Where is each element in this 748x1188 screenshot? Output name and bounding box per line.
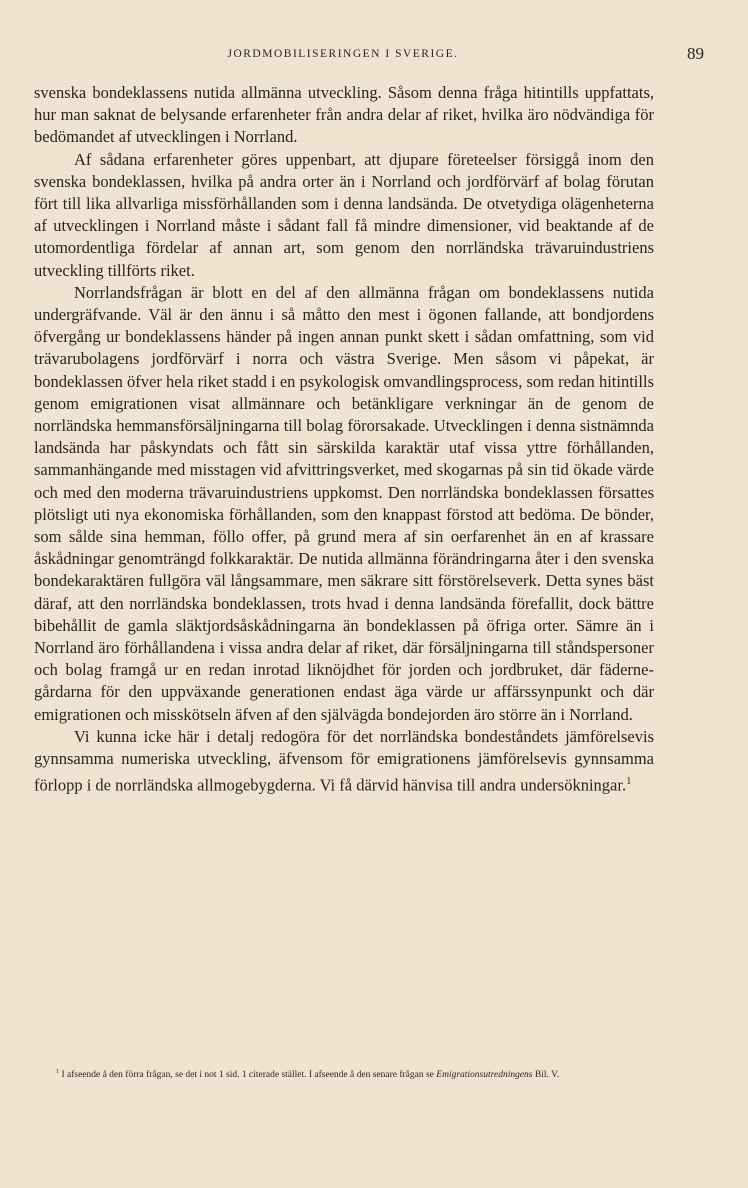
paragraph: Norrlandsfrågan är blott en del af den allmänna frågan om bondeklassens nutida undergräfvande. Väl är den ännu i så måtto den mest i ögonen fallande, att bondjordens öfvergång ur bondeklassens händer på ingen annan punkt skett i sådan omfattning, som vid trävarubolagens jordförvärf i norra och västra Sverige. Men såsom vi påpekat, är bondeklassen öfver hela riket stadd i en psykologisk omvandlingsprocess, som redan hitintills genom emigrationen visat allmännare och betänkligare verkningar än de genom de norrländska hemmansförsäljningarna till bolag förorsakade. Utvecklingen i denna sistnämnda landsända har påskyndats och fått sin särskilda karaktär utaf vissa yttre förhållanden, sammanhängande med misstagen vid afvittringsverket, med skogarnas på sin tid ökade värde och med den moderna trävaruindustriens uppkomst. Den norrländska bondeklassen försattes plötsligt uti nya ekonomiska förhållanden, som den knappast förstod att bedöma. De bönder, som sålde sina hemman, föllo offer, på grund mera af sin oerfarenhet än en af krassare åskådningar genomträngd folkkaraktär. De nutida allmänna förändringarna åter i den svenska bondekaraktären fullgöra väl långsammare, men säkrare sitt förstörelseverk. Detta synes bäst däraf, att den norrländska bondeklassen, trots hvad i denna landsända förefallit, dock bättre bibehållit de gamla släktjordsåskådningarna än bondeklassen på öfriga orter. Sämre än i Norrland äro förhållandena i vissa andra delar af riket, där försäljningarna till ståndspersoner och bolag framgå ur en redan inrotad liknöjdhet för jorden och jordbruket, där fäderne-gårdarna för den uppväxande generationen endast äga värde ur affärssynpunkt och där emigrationen och misskötseln äfven af den självägda bondejorden äro större än i Norrland. xyxy=(34,282,654,724)
page-header xyxy=(34,44,704,68)
footnote-text: I afseende å den förra frågan, se det i not 1 sid. 1 citerade stället. I afseende å den senare frågan se xyxy=(61,1070,434,1081)
paragraph-text: Vi kunna icke här i detalj redogöra för det norrländska bondeståndets jämförelsevis gynnsamma numeriska utveckling, äfvensom för emigrationens jämförelsevis gynnsamma förlopp i de norrländska allmogebygderna. Vi få därvid hänvisa till andra undersökningar. xyxy=(34,726,654,795)
footnote-marker: 1 xyxy=(56,1069,60,1075)
page-number: 89 xyxy=(687,44,704,63)
footnote-reference: 1 xyxy=(626,775,632,788)
footnote-tail: Bil. V. xyxy=(534,1070,560,1081)
paragraph-last xyxy=(34,726,654,797)
footnote-italic-reference: Emigrationsutredningens xyxy=(436,1070,533,1081)
body-text xyxy=(34,82,654,797)
footnote xyxy=(34,1066,654,1082)
paragraph: svenska bondeklassens nutida allmänna utveckling. Såsom denna fråga hitintills uppfattats, hur man saknat de belysande erfarenheter från andra delar af riket, hvilka äro nödvändiga för bedömandet af utvecklingen i Norrland. xyxy=(34,83,654,147)
running-title: JORDMOBILISERINGEN I SVERIGE. xyxy=(227,48,459,60)
paragraph: Af sådana erfarenheter göres uppenbart, att djupare företeelser försiggå inom den svenska bondeklassen, hvilka på andra orter än i Norrland och jordförvärf af bolag förutan fört till lika allvarliga missförhållanden som i denna landsända. De otvetydiga olägenheterna af utvecklingen i Norrland måste i sådant fall få mindre dimensioner, vid beaktande af de utomordentliga fördelar af annan art, som genom den norrländska trävaruindustriens utveckling tillförts riket. xyxy=(34,149,654,280)
